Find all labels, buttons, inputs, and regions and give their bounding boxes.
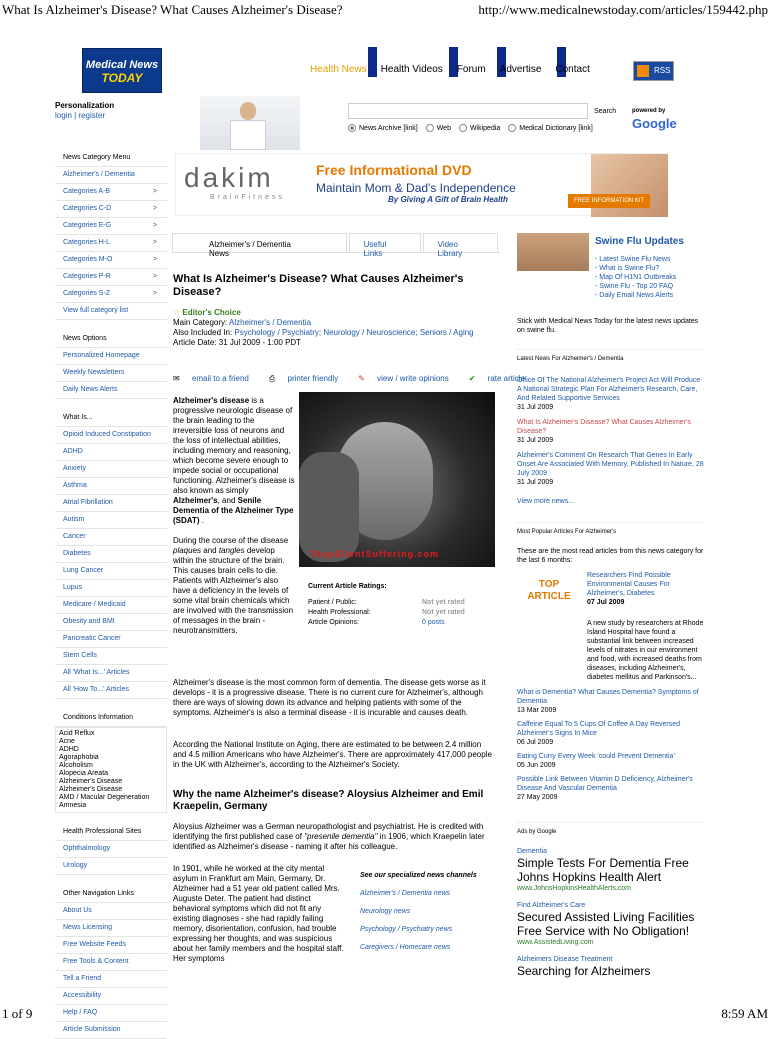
top-article-summary: A new study by researchers at Rhode Island Hospital have found a substantial link between increased levels of nitrates in our environment and food, with increased deaths from diseases, including Alzheimer's, diabetes mellitus and Parkinson's... xyxy=(587,620,704,681)
main-category-link[interactable]: Alzheimer's / Dementia xyxy=(229,318,312,327)
sidebar-item-categories-a-b[interactable] xyxy=(55,184,167,201)
ad-title: Free Informational DVD xyxy=(316,162,472,178)
condition-item[interactable]: Alopecia Areata xyxy=(59,770,109,777)
email-link[interactable]: email to a friend xyxy=(191,374,249,383)
p5-text: in 1906, which Kraepelin later identified as Alzheimer's disease - naming it after his colleague. xyxy=(173,832,485,851)
sidebar-item-personalized-homepage[interactable]: Personalized Homepage xyxy=(55,348,167,365)
paragraph-4: According the National Institute on Aging, there are estimated to be between 2.4 million and 4.5 million Americans who have Alzheimer's. There are approximately 417,000 people in the UK with Alzheimer's, according to the Alzheimer's Society. xyxy=(173,740,492,769)
latest-news-link[interactable]: What Is Alzheimer's Disease? What Causes Alzheimer's Disease? xyxy=(517,419,691,435)
ad-info-button[interactable]: FREE INFORMATION KIT xyxy=(568,194,650,208)
intro-bold: Alzheimer's disease xyxy=(173,396,250,405)
nav-forum[interactable]: Forum xyxy=(456,64,486,75)
nav-advertise[interactable]: Advertise xyxy=(499,64,542,75)
rate-link[interactable]: rate article xyxy=(487,374,526,383)
google-ad-keyword[interactable]: Dementia xyxy=(517,848,547,855)
sidebar-item-whatis[interactable]: Medicare / Medicaid xyxy=(55,597,167,614)
article-tools xyxy=(173,374,545,384)
sidebar-item-label: Categories E-G xyxy=(63,222,112,229)
latest-news-link[interactable]: Office Of The National Alzheimer's Project Act Will Produce A National Strategic Plan For Alzheimer's Research, Care, And Related Supportive Services xyxy=(517,377,701,402)
ad-brand: dakim xyxy=(184,162,274,193)
channel-link[interactable]: Alzheimer's / Dementia news xyxy=(360,890,451,897)
tab-alzheimers-news[interactable]: Alzheimer's / Dementia News xyxy=(172,233,347,253)
email-icon: ✉ xyxy=(173,374,180,383)
sidebar-item-categories-h-l[interactable] xyxy=(55,235,167,252)
intro-bold: Senile Dementia of the Alzheimer Type (SDAT) xyxy=(173,496,294,525)
what-is-title: What Is... xyxy=(55,407,167,427)
rating-label: Article Opinions: xyxy=(308,619,359,626)
main-category-label: Main Category: xyxy=(173,318,228,327)
radio-wikipedia[interactable] xyxy=(459,124,467,132)
rating-value: Not yet rated xyxy=(422,609,465,616)
chevron-right-icon: > xyxy=(152,273,157,280)
sidebar-item-categories-m-o[interactable] xyxy=(55,252,167,269)
printer-icon: ⎙ xyxy=(268,374,276,383)
ratings-title: Current Article Ratings: xyxy=(308,583,387,590)
popular-date: 05 Jun 2009 xyxy=(517,762,556,769)
swine-title: Swine Flu Updates xyxy=(595,236,684,247)
channel-link[interactable]: Psychology / Psychiatry news xyxy=(360,926,453,933)
sidebar-item-whatis[interactable]: Atrial Fibrillation xyxy=(55,495,167,512)
sidebar-item-whatis[interactable]: Diabetes xyxy=(55,546,167,563)
sidebar-item-whatis[interactable]: Pancreatic Cancer xyxy=(55,631,167,648)
sidebar-item-whatis[interactable]: Opioid Induced Constipation xyxy=(55,427,167,444)
logo-line2: TODAY xyxy=(101,71,143,85)
condition-item[interactable]: Alcoholism xyxy=(59,762,93,769)
dakim-logo xyxy=(184,162,285,201)
opinions-link[interactable]: view / write opinions xyxy=(377,374,449,383)
chevron-right-icon: > xyxy=(152,290,157,297)
google-ad-url[interactable]: www.JohnsHopkinsHealthAlerts.com xyxy=(517,885,631,892)
popular-link[interactable]: Caffeine Equal To 5 Cups Of Coffee A Day Reversed Alzheimer's Signs In Mice xyxy=(517,721,681,737)
nav-contact[interactable]: Contact xyxy=(555,64,590,75)
p2-text: During the course of the disease xyxy=(173,536,289,545)
swine-note: Stick with Medical News Today for the latest news updates on swine flu. xyxy=(517,318,699,334)
p2-text: develop within the structure of the brain. This causes brain cells to die. Patients with Alzheimer's also have a deficiency in the levels of some vital brain chemicals which are involved with the transmission of messages in the brain - neurotransmitters. xyxy=(173,546,294,635)
sidebar-item-label: Categories C-D xyxy=(63,205,112,212)
sidebar-item-whatis[interactable]: Asthma xyxy=(55,478,167,495)
sidebar-item-other[interactable]: Accessibility xyxy=(55,988,167,1005)
sidebar-item-daily-alerts[interactable]: Daily News Alerts xyxy=(55,382,167,399)
print-page-number: 1 of 9 xyxy=(2,1006,33,1021)
paragraph-3: Alzheimer's disease is the most common form of dementia. The disease gets worse as it develops - it is a progressive disease. There is no current cure for Alzheimer's, although there are ways of slowing down its advance and helping patients with some of the symptoms. Alzheimer's is also a terminal disease - it is incurable and causes death. xyxy=(173,678,486,717)
sidebar-item-whatis[interactable]: All 'How To...' Articles xyxy=(55,682,167,699)
health-pro-title: Health Professional Sites xyxy=(55,821,167,841)
sidebar-item-categories-s-z[interactable] xyxy=(55,286,167,303)
also-included-links[interactable]: Psychology / Psychiatry; Neurology / Neuroscience; Seniors / Aging xyxy=(234,328,474,337)
sidebar-item-categories-c-d[interactable] xyxy=(55,201,167,218)
p2-text: and xyxy=(201,546,219,555)
latest-news-date: 31 Jul 2009 xyxy=(517,479,554,486)
right-sidebar xyxy=(517,233,704,978)
sidebar-item-whatis[interactable]: Cancer xyxy=(55,529,167,546)
print-title: What Is Alzheimer's Disease? What Causes Alzheimer's Disease? xyxy=(2,2,343,17)
sidebar-item-categories-e-g[interactable] xyxy=(55,218,167,235)
google-ad-url[interactable]: www.AssistedLiving.com xyxy=(517,939,594,946)
logo-line1: Medical News xyxy=(85,59,159,71)
sidebar-item-whatis[interactable]: Stem Cells xyxy=(55,648,167,665)
search-button[interactable]: Search xyxy=(594,108,617,115)
sidebar-item-ophthalmology[interactable]: Ophthalmology xyxy=(55,841,167,858)
site-logo[interactable] xyxy=(82,48,162,93)
sidebar-item-other[interactable]: News Licensing xyxy=(55,920,167,937)
sidebar-item-other[interactable]: Free Tools & Content xyxy=(55,954,167,971)
intro-text: is a progressive neurologic disease of the brain leading to the irreversible loss of neurons and the loss of intellectual abilities, including memory and reasoning, which become severe enough to impede social or occupational functioning. Alzheimer's disease is also known as simply xyxy=(173,396,295,495)
print-time: 8:59 AM xyxy=(721,1006,768,1021)
news-options-title: News Options xyxy=(55,328,167,348)
sidebar-item-alzheimers[interactable]: Alzheimer's / Dementia xyxy=(55,167,167,184)
sidebar-item-whatis[interactable]: Lung Cancer xyxy=(55,563,167,580)
search-option-wikipedia: Wikipedia xyxy=(469,124,501,132)
checkmark-icon: ✔ xyxy=(468,374,476,383)
swine-link[interactable]: - What is Swine Flu? xyxy=(595,265,660,272)
sidebar-item-whatis[interactable]: Anxiety xyxy=(55,461,167,478)
chevron-right-icon: > xyxy=(152,222,157,229)
rss-icon xyxy=(637,65,649,77)
condition-item[interactable]: ADHD xyxy=(59,746,79,753)
tab-video-library[interactable]: Video Library xyxy=(423,233,498,253)
popular-note: These are the most read articles from this news category for the last 6 months: xyxy=(517,548,704,564)
photo-caption-watermark: StopSilentSuffering.com xyxy=(311,549,440,559)
swine-link[interactable]: - Map Of H1N1 Outbreaks xyxy=(595,274,677,281)
sidebar-item-whatis[interactable]: Autism xyxy=(55,512,167,529)
condition-item[interactable]: Amnesia xyxy=(59,802,87,809)
conditions-title: Conditions Information xyxy=(55,707,167,727)
nav-health-news[interactable]: Health News xyxy=(310,64,367,75)
left-sidebar xyxy=(55,147,167,1039)
popular-link[interactable]: Eating Curry Every Week 'could Prevent Dementia' xyxy=(517,753,675,760)
article-meta xyxy=(173,308,493,348)
chevron-right-icon: > xyxy=(152,239,157,246)
opinions-tool[interactable] xyxy=(358,374,459,384)
article-photo xyxy=(299,392,495,567)
google-ad-headline[interactable]: Searching for Alzheimers xyxy=(517,964,651,978)
channel-link[interactable]: Caregivers / Homecare news xyxy=(360,944,451,951)
popular-link[interactable]: What is Dementia? What Causes Dementia? Symptoms of Dementia xyxy=(517,689,699,705)
swine-link[interactable]: - Latest Swine Flu News xyxy=(595,256,671,263)
dakim-banner-ad[interactable] xyxy=(175,153,667,216)
radio-web[interactable] xyxy=(426,124,434,132)
sidebar-item-other[interactable]: About Us xyxy=(55,903,167,920)
other-nav-title: Other Navigation Links xyxy=(55,883,167,903)
intro-text: , and xyxy=(217,496,238,505)
also-included-label: Also Included In: xyxy=(173,328,233,337)
condition-item[interactable]: Acid Reflux xyxy=(59,730,95,737)
search-option-web: Web xyxy=(436,124,451,132)
star-icon: ☆ xyxy=(173,308,181,317)
condition-item[interactable]: Acne xyxy=(59,738,75,745)
latest-news-date: 31 Jul 2009 xyxy=(517,437,554,444)
latest-news-date: 31 Jul 2009 xyxy=(517,404,554,411)
print-url: http://www.medicalnewstoday.com/articles/159442.php xyxy=(478,2,768,17)
article-ratings xyxy=(308,582,493,628)
nav-health-videos[interactable]: Health Videos xyxy=(380,64,443,75)
sidebar-item-urology[interactable]: Urology xyxy=(55,858,167,875)
swine-link[interactable]: - Daily Email News Alerts xyxy=(595,292,674,299)
ad-brand-sub: BrainFitness xyxy=(210,194,285,201)
editors-choice: Editor's Choice xyxy=(182,308,241,317)
sidebar-item-label: Categories M-O xyxy=(63,256,113,263)
powered-by-label: powered by xyxy=(632,108,666,114)
latest-news-link[interactable]: Alzheimer's Comment On Research That Genes In Early Onset Are Associated With Memory, Published In Nature, 28 July 2009 xyxy=(517,452,704,477)
condition-item[interactable]: Alzheimer's Disease xyxy=(59,786,123,793)
email-tool[interactable] xyxy=(173,374,259,384)
sidebar-item-whatis[interactable]: Obesity and BMI xyxy=(55,614,167,631)
article-tabs xyxy=(172,233,500,258)
sidebar-item-full-list[interactable]: View full category list xyxy=(55,303,167,320)
rss-button[interactable] xyxy=(633,61,674,81)
sidebar-item-other[interactable]: Free Website Feeds xyxy=(55,937,167,954)
sidebar-item-label: Categories S-Z xyxy=(63,290,111,297)
top-article-badge: TOP ARTICLE xyxy=(527,579,571,602)
ads-title: Ads by Google xyxy=(517,822,704,837)
ad-line2: Maintain Mom & Dad's Independence xyxy=(316,181,516,195)
sidebar-item-whatis[interactable]: Lupus xyxy=(55,580,167,597)
p5-text: Aloysius Alzheimer was a German neuropathologist and psychiatrist. He is credited with identifying the first published case of xyxy=(173,822,484,841)
google-ad-headline[interactable]: Simple Tests For Dementia Free Johns Hopkins Health Alert xyxy=(517,856,689,884)
personalization-title: Personalization xyxy=(55,101,115,110)
search-option-medical-dictionary: Medical Dictionary [link] xyxy=(519,124,593,132)
ad-line3: By Giving A Gift of Brain Health xyxy=(388,195,508,204)
condition-item[interactable]: Agoraphobia xyxy=(59,754,99,761)
menu-title: News Category Menu xyxy=(55,147,167,167)
latest-title: Latest News For Alzheimer's / Dementia xyxy=(517,349,704,364)
sidebar-item-label: Categories P-R xyxy=(63,273,111,280)
top-nav xyxy=(310,64,604,75)
chevron-right-icon: > xyxy=(152,205,157,212)
swine-flu-image xyxy=(517,233,589,305)
article-title: What Is Alzheimer's Disease? What Causes Alzheimer's Disease? xyxy=(173,273,464,298)
sidebar-item-label: Categories H-L xyxy=(63,239,111,246)
print-tool[interactable] xyxy=(269,374,348,384)
edit-icon: ✎ xyxy=(358,374,365,383)
popular-date: 27 May 2009 xyxy=(517,794,558,801)
radio-news-archive[interactable] xyxy=(348,124,356,132)
view-more-news-link[interactable]: View more news... xyxy=(517,498,575,505)
google-ad-headline[interactable]: Secured Assisted Living Facilities Free Service with No Obligation! xyxy=(517,910,695,938)
sidebar-item-label: Categories A-B xyxy=(63,188,111,195)
google-ad-keyword[interactable]: Alzheimers Disease Treatment xyxy=(517,956,613,963)
search-option-news-archive: News Archive [link] xyxy=(359,124,418,132)
specialized-channels xyxy=(360,871,490,953)
p2-italic: tangles xyxy=(218,546,245,555)
rating-value: Not yet rated xyxy=(422,599,465,606)
special-title: See our specialized news channels xyxy=(360,872,477,879)
intro-paragraph xyxy=(173,396,295,636)
top-article-link[interactable]: Researchers Find Possible Environmental Causes For Alzheimer's, Diabetes xyxy=(587,572,671,597)
sidebar-item-whatis[interactable]: ADHD xyxy=(55,444,167,461)
sidebar-item-weekly-newsletters[interactable]: Weekly Newsletters xyxy=(55,365,167,382)
login-register-link[interactable]: login | register xyxy=(55,111,106,120)
swine-link[interactable]: - Swine Flu - Top 20 FAQ xyxy=(595,283,674,290)
print-link[interactable]: printer friendly xyxy=(287,374,339,383)
popular-date: 13 Mar 2009 xyxy=(517,707,557,714)
sidebar-item-other[interactable]: Article Submission xyxy=(55,1022,167,1039)
article-date: Article Date: 31 Jul 2009 - 1:00 PDT xyxy=(173,338,302,347)
paragraph-6: In 1901, while he worked at the city mental asylum in Frankfurt am Main, Germany, Dr. Alzheimer had a 51 year old patient called Mrs. Auguste Deter. The patient had distinct behavioral symptoms which did not fit any existing diagnoses - she had rapidly failing memory, disorientation, confusion, had trouble expressing her thoughts, and was suspicious about her family members and the hospital staff. Her symptoms xyxy=(173,864,344,963)
paragraph-5 xyxy=(173,822,495,852)
sidebar-item-whatis[interactable]: All 'What Is...' Articles xyxy=(55,665,167,682)
condition-item[interactable]: AMD / Macular Degeneration xyxy=(59,794,150,801)
popular-title: Most Popular Articles For Alzheimer's xyxy=(517,522,704,537)
nurse-banner-image xyxy=(200,96,300,150)
p2-italic: plaques xyxy=(173,546,202,555)
rating-posts-link[interactable]: 0 posts xyxy=(422,619,445,626)
rss-label: RSS xyxy=(654,66,671,75)
sidebar-item-categories-p-r[interactable] xyxy=(55,269,167,286)
condition-item[interactable]: Alzheimer's Disease xyxy=(59,778,123,785)
rating-label: Patient / Public: xyxy=(308,599,357,606)
intro-bold: Alzheimer's xyxy=(173,496,218,505)
google-logo: Google xyxy=(632,116,677,131)
chevron-right-icon: > xyxy=(152,188,157,195)
rating-label: Health Professional: xyxy=(308,609,371,616)
radio-medical-dictionary[interactable] xyxy=(508,124,516,132)
google-ad-keyword[interactable]: Find Alzheimer's Care xyxy=(517,902,586,909)
popular-link[interactable]: Possible Link Between Vitamin D Deficiency, Alzheimer's Disease And Vascular Dementia xyxy=(517,776,693,792)
p5-italic: "presenile dementia" xyxy=(304,832,378,841)
search-input[interactable] xyxy=(348,103,588,119)
tab-useful-links[interactable]: Useful Links xyxy=(349,233,421,253)
sidebar-item-other[interactable]: Help / FAQ xyxy=(55,1005,167,1022)
top-article-date: 07 Jul 2009 xyxy=(587,599,625,606)
popular-date: 06 Jul 2009 xyxy=(517,739,554,746)
channel-link[interactable]: Neurology news xyxy=(360,908,411,915)
sidebar-item-other[interactable]: Tell a Friend xyxy=(55,971,167,988)
conditions-list[interactable] xyxy=(55,727,167,813)
intro-text: . xyxy=(199,516,204,525)
section-heading: Why the name Alzheimer's disease? Aloysius Alzheimer and Emil Kraepelin, Germany xyxy=(173,789,484,812)
chevron-right-icon: > xyxy=(152,256,157,263)
